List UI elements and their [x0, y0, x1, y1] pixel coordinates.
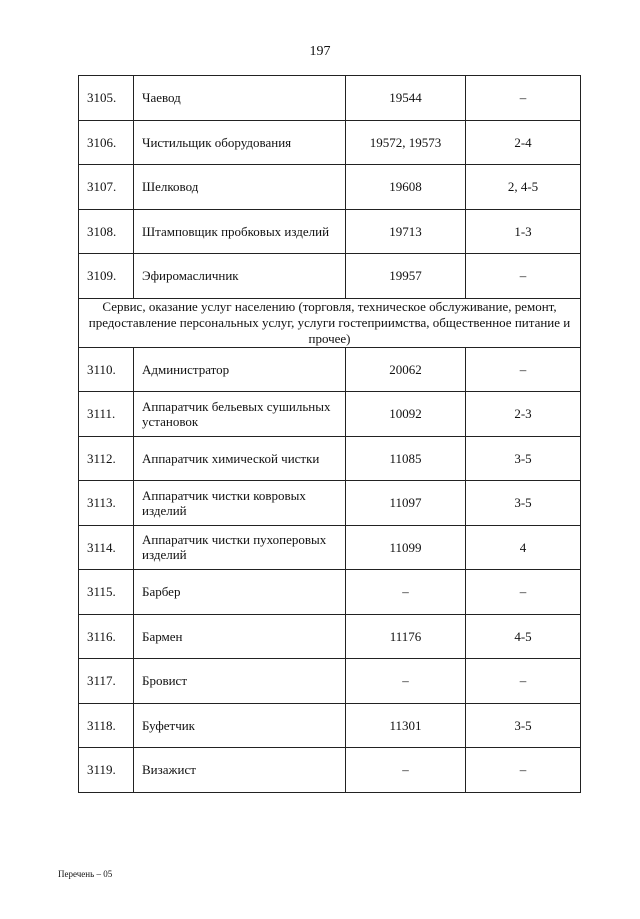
row-number: 3112.	[79, 436, 134, 481]
occupation-code: –	[346, 570, 466, 615]
occupation-code: 11099	[346, 525, 466, 570]
table-row	[79, 703, 581, 748]
row-number: 3115.	[79, 570, 134, 615]
occupation-code: 19608	[346, 165, 466, 210]
row-number: 3119.	[79, 748, 134, 793]
occupation-name: Аппаратчик чистки ковровых изделий	[134, 481, 346, 526]
qualification-level: 3-5	[466, 703, 581, 748]
qualification-level: 1-3	[466, 209, 581, 254]
row-number: 3111.	[79, 392, 134, 437]
occupation-code: 20062	[346, 347, 466, 392]
table-row	[79, 76, 581, 121]
occupations-table	[78, 75, 581, 793]
occupation-name: Чаевод	[134, 76, 346, 121]
qualification-level: 3-5	[466, 481, 581, 526]
occupation-name: Штамповщик пробковых изделий	[134, 209, 346, 254]
table-row	[79, 209, 581, 254]
occupation-name: Бармен	[134, 614, 346, 659]
page-number: 197	[309, 44, 331, 59]
occupation-code: 10092	[346, 392, 466, 437]
table-row	[79, 525, 581, 570]
occupation-code: 11097	[346, 481, 466, 526]
occupation-name: Чистильщик оборудования	[134, 120, 346, 165]
occupation-name: Шелковод	[134, 165, 346, 210]
qualification-level: –	[466, 748, 581, 793]
section-title: Сервис, оказание услуг населению (торговля, техническое обслуживание, ремонт, предоставление персональных услуг, услуги гостеприимства, общественное питание и прочее)	[79, 298, 581, 347]
qualification-level: –	[466, 347, 581, 392]
row-number: 3109.	[79, 254, 134, 299]
qualification-level: 2-4	[466, 120, 581, 165]
occupation-code: 11176	[346, 614, 466, 659]
table-row	[79, 436, 581, 481]
footer-label: Перечень – 05	[58, 869, 113, 879]
qualification-level: 3-5	[466, 436, 581, 481]
table-row	[79, 614, 581, 659]
qualification-level: –	[466, 570, 581, 615]
table-row	[79, 165, 581, 210]
table-row	[79, 392, 581, 437]
occupation-code: 19957	[346, 254, 466, 299]
section-header-group	[79, 298, 581, 347]
occupation-name: Аппаратчик чистки пухоперовых изделий	[134, 525, 346, 570]
qualification-level: 4-5	[466, 614, 581, 659]
occupation-name: Бровист	[134, 659, 346, 704]
qualification-level: –	[466, 76, 581, 121]
row-number: 3108.	[79, 209, 134, 254]
qualification-level: 4	[466, 525, 581, 570]
table-row	[79, 120, 581, 165]
table-row	[79, 570, 581, 615]
occupation-code: 11301	[346, 703, 466, 748]
occupation-name: Барбер	[134, 570, 346, 615]
occupation-code: 19713	[346, 209, 466, 254]
qualification-level: 2-3	[466, 392, 581, 437]
occupation-name: Администратор	[134, 347, 346, 392]
table-row	[79, 254, 581, 299]
table-body-bottom	[79, 347, 581, 792]
occupation-code: –	[346, 659, 466, 704]
row-number: 3118.	[79, 703, 134, 748]
occupation-name: Аппаратчик бельевых сушильных установок	[134, 392, 346, 437]
table-row	[79, 659, 581, 704]
table-row	[79, 481, 581, 526]
row-number: 3106.	[79, 120, 134, 165]
section-row	[79, 298, 581, 347]
occupation-code: –	[346, 748, 466, 793]
qualification-level: 2, 4-5	[466, 165, 581, 210]
row-number: 3113.	[79, 481, 134, 526]
row-number: 3116.	[79, 614, 134, 659]
occupation-name: Визажист	[134, 748, 346, 793]
occupation-code: 19572, 19573	[346, 120, 466, 165]
row-number: 3105.	[79, 76, 134, 121]
row-number: 3114.	[79, 525, 134, 570]
occupation-code: 19544	[346, 76, 466, 121]
occupation-name: Эфиромасличник	[134, 254, 346, 299]
occupation-code: 11085	[346, 436, 466, 481]
qualification-level: –	[466, 254, 581, 299]
row-number: 3117.	[79, 659, 134, 704]
table-body-top	[79, 76, 581, 299]
occupation-name: Аппаратчик химической чистки	[134, 436, 346, 481]
table-row	[79, 347, 581, 392]
qualification-level: –	[466, 659, 581, 704]
row-number: 3107.	[79, 165, 134, 210]
table-row	[79, 748, 581, 793]
occupation-name: Буфетчик	[134, 703, 346, 748]
row-number: 3110.	[79, 347, 134, 392]
